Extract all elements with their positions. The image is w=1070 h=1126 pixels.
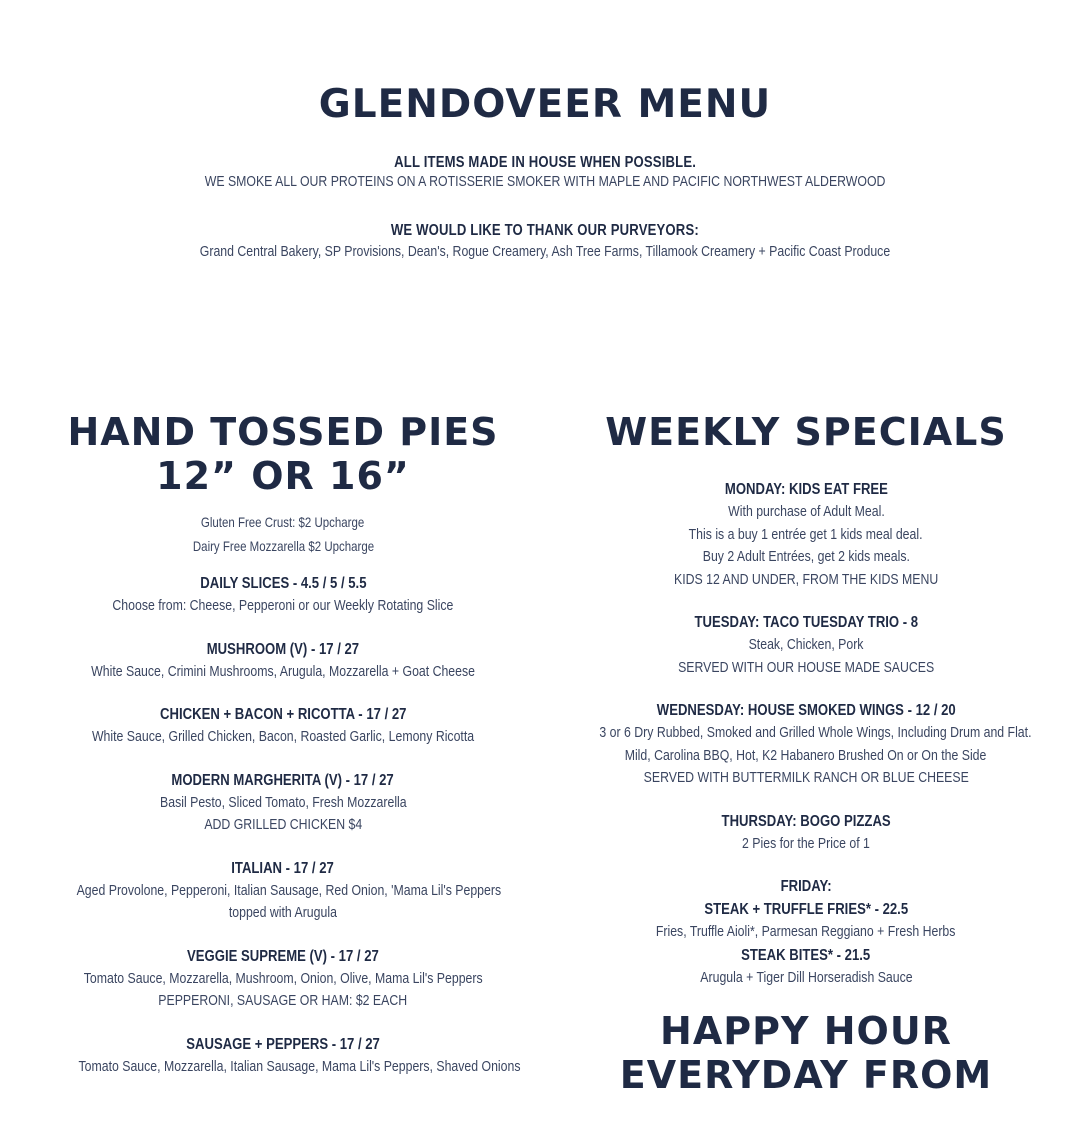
special-title: TUESDAY: TACO TUESDAY TRIO - 8 [694,614,918,631]
item-addon: PEPPERONI, SAUSAGE OR HAM: $2 EACH [158,992,408,1009]
special-line: SERVED WITH OUR HOUSE MADE SAUCES [677,658,935,676]
happy-hour-heading [552,1009,1060,1097]
pies-heading-line1: HAND TOSSED PIES [67,410,499,454]
intro-purveyors [0,222,1070,260]
menu-item-daily-slices [30,572,536,618]
special-line: Fries, Truffle Aioli*, Parmesan Reggiano + Fresh Herbs [656,923,956,940]
pies-heading [30,410,536,498]
item-title: MUSHROOM (V) - 17 / 27 [206,640,360,658]
item-description: White Sauce, Crimini Mushrooms, Arugula, Mozzarella + Goat Cheese [91,662,475,680]
special-wednesday [552,699,1060,790]
item-title: SAUSAGE + PEPPERS - 17 / 27 [186,1035,380,1053]
pies-notes [30,510,536,558]
special-line: SERVED WITH BUTTERMILK RANCH OR BLUE CHEESE [643,769,969,786]
happy-hour-line2: EVERYDAY FROM [619,1053,993,1097]
special-tuesday [552,611,1060,679]
pies-heading-line2: 12” OR 16” [156,454,410,498]
item-description: Tomato Sauce, Mozzarella, Italian Sausage, Mama Lil's Peppers, Shaved Onions [78,1057,521,1075]
intro-house-made [0,154,1070,190]
item-description: Basil Pesto, Sliced Tomato, Fresh Mozzarella [159,793,407,811]
special-thursday [552,810,1060,856]
item-description: White Sauce, Grilled Chicken, Bacon, Roasted Garlic, Lemony Ricotta [91,728,475,745]
special-line: KIDS 12 AND UNDER, FROM THE KIDS MENU [673,570,939,588]
item-title: DAILY SLICES - 4.5 / 5 / 5.5 [199,575,367,592]
dairy-free-note: Dairy Free Mozzarella $2 Upcharge [192,538,374,554]
item-title: MODERN MARGHERITA (V) - 17 / 27 [171,771,395,789]
special-friday [552,875,1060,989]
special-subtitle: STEAK BITES* - 21.5 [741,946,871,964]
item-title: CHICKEN + BACON + RICOTTA - 17 / 27 [159,706,407,723]
item-title: VEGGIE SUPREME (V) - 17 / 27 [187,947,379,965]
special-line: Arugula + Tiger Dill Horseradish Sauce [699,968,913,986]
special-subtitle: STEAK + TRUFFLE FRIES* - 22.5 [704,901,908,918]
menu-item-mushroom [30,638,536,684]
purveyors-list: Grand Central Bakery, SP Provisions, Dean's, Rogue Creamery, Ash Tree Farms, Tillamook Creamery + Pacific Coast Produce [199,243,891,260]
specials-section [552,410,1060,1097]
item-description: Aged Provolone, Pepperoni, Italian Sausage, Red Onion, 'Mama Lil's Peppers [76,881,502,899]
menu-title: GLENDOVEER MENU [318,82,772,127]
special-line: With purchase of Adult Meal. [727,503,885,520]
menu-item-veggie-supreme [30,945,536,1013]
menu-item-chicken-bacon-ricotta [30,703,536,749]
special-line: 2 Pies for the Price of 1 [742,834,870,852]
happy-hour-line1: HAPPY HOUR [660,1009,952,1053]
purveyors-heading: WE WOULD LIKE TO THANK OUR PURVEYORS: [390,222,700,239]
item-addon: ADD GRILLED CHICKEN $4 [204,816,362,833]
special-title: MONDAY: KIDS EAT FREE [724,481,888,498]
specials-heading [552,410,1060,454]
special-title: THURSDAY: BOGO PIZZAS [721,812,891,830]
smoker-note: WE SMOKE ALL OUR PROTEINS ON A ROTISSERIE SMOKER WITH MAPLE AND PACIFIC NORTHWEST ALDERWOOD [204,173,886,190]
special-line: This is a buy 1 entrée get 1 kids meal deal. [689,525,923,543]
special-title: FRIDAY: [780,878,832,895]
special-line: Steak, Chicken, Pork [748,636,864,653]
gluten-free-note: Gluten Free Crust: $2 Upcharge [201,514,365,530]
special-line: Buy 2 Adult Entrées, get 2 kids meals. [702,548,910,565]
menu-item-modern-margherita [30,769,536,837]
house-made-note: ALL ITEMS MADE IN HOUSE WHEN POSSIBLE. [394,154,696,171]
special-title: WEDNESDAY: HOUSE SMOKED WINGS - 12 / 20 [656,702,956,719]
specials-heading-text: WEEKLY SPECIALS [605,410,1007,454]
special-monday [552,478,1060,591]
item-description: Choose from: Cheese, Pepperoni or our Weekly Rotating Slice [112,597,454,614]
special-line: Mild, Carolina BBQ, Hot, K2 Habanero Brushed On or On the Side [625,746,987,764]
item-description: Tomato Sauce, Mozzarella, Mushroom, Onion, Olive, Mama Lil's Peppers [83,969,483,987]
menu-item-sausage-peppers [30,1033,536,1079]
pies-section [30,410,536,1078]
item-description-cont: topped with Arugula [228,904,338,921]
menu-item-italian [30,857,536,925]
special-line: 3 or 6 Dry Rubbed, Smoked and Grilled Whole Wings, Including Drum and Flat. [599,724,1032,741]
item-title: ITALIAN - 17 / 27 [231,859,335,877]
